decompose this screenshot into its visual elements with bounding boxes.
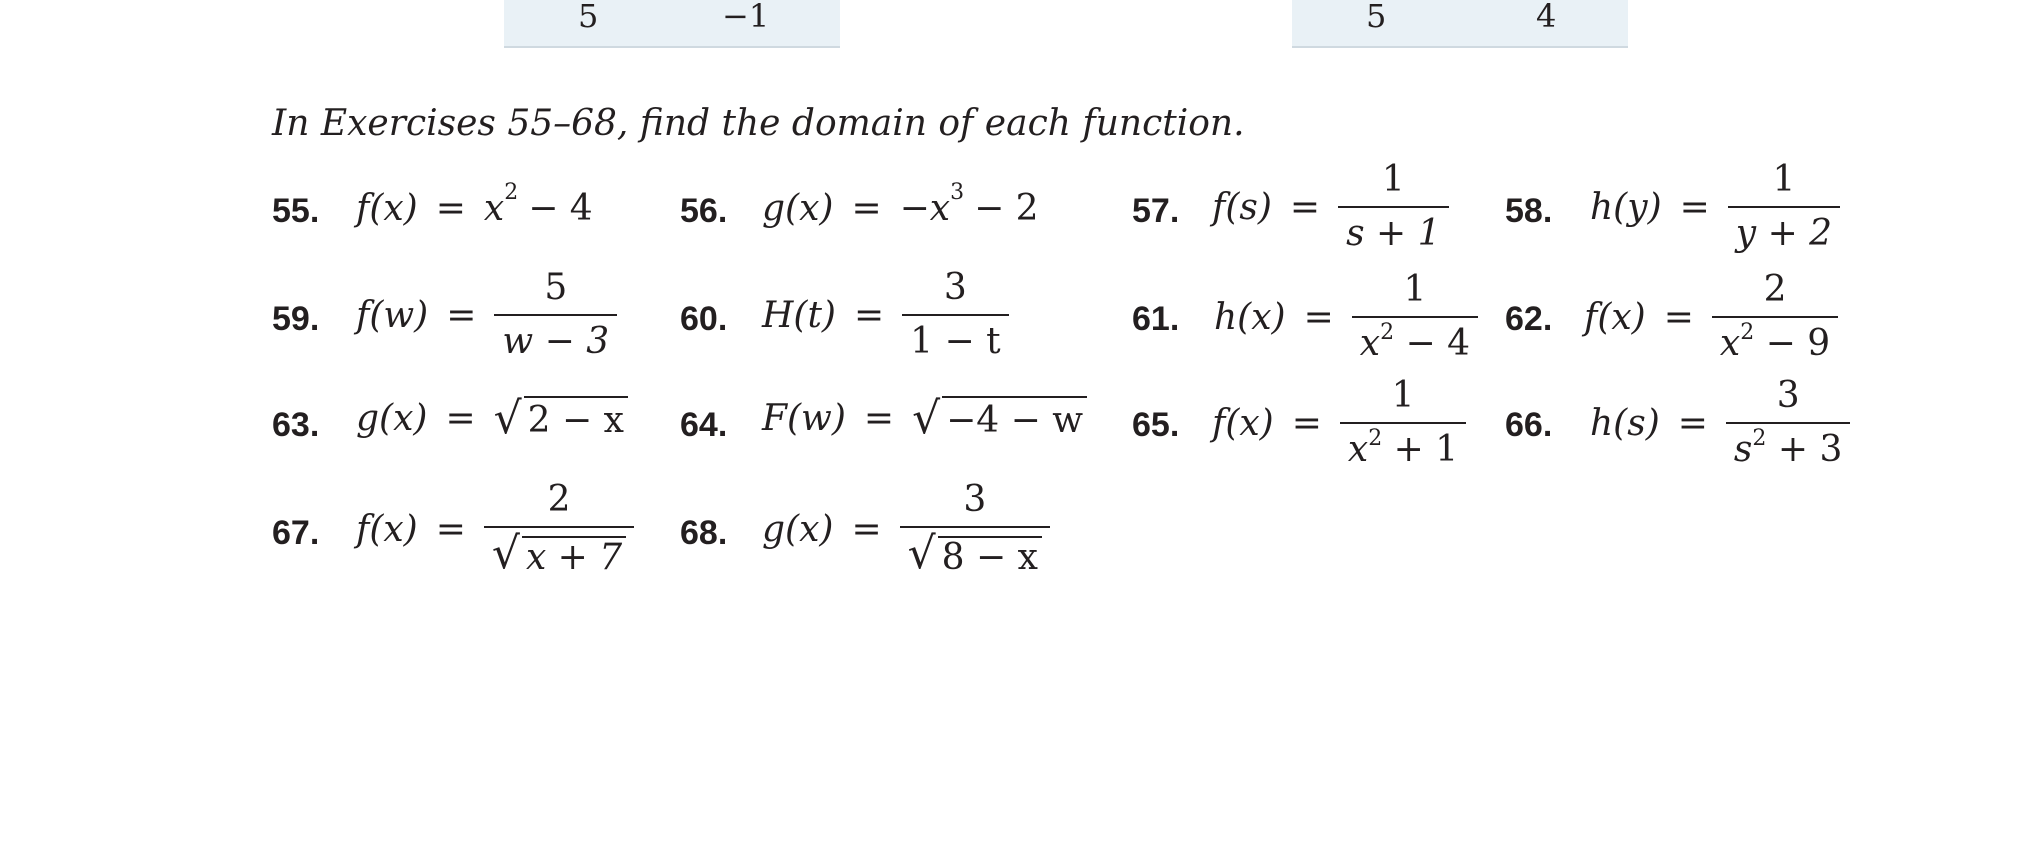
exercise-number: 59. xyxy=(272,300,320,338)
equals-sign: = xyxy=(863,398,895,439)
exercise-67-equation xyxy=(356,479,634,579)
equals-sign: = xyxy=(435,188,466,229)
term: − 2 xyxy=(974,188,1039,229)
table-cell: −1 xyxy=(722,0,770,35)
numerator: 1 xyxy=(1391,375,1415,416)
denominator xyxy=(1340,422,1466,468)
denominator xyxy=(900,526,1050,579)
numerator: 1 xyxy=(1772,159,1796,200)
exercise-number: 63. xyxy=(272,406,320,444)
term: − 4 xyxy=(1405,323,1471,364)
table-fragment-left xyxy=(504,0,840,48)
exercise-number: 61. xyxy=(1132,300,1180,338)
table-fragment-right xyxy=(1292,0,1628,48)
radical-icon: √ xyxy=(493,393,522,444)
exponent: 2 xyxy=(1368,426,1383,451)
exercise-number: 58. xyxy=(1505,192,1553,230)
denominator xyxy=(484,526,634,579)
term: − 4 xyxy=(528,188,593,229)
fraction xyxy=(1338,159,1448,254)
function-name: g(x) xyxy=(356,398,428,439)
term: s xyxy=(1733,429,1753,470)
fraction xyxy=(1728,159,1840,254)
equals-sign: = xyxy=(851,508,882,550)
term: − 9 xyxy=(1765,323,1831,364)
exercise-number: 55. xyxy=(272,192,320,230)
square-root xyxy=(907,528,1042,579)
denominator: w − 3 xyxy=(494,314,617,360)
radicand: −4 − w xyxy=(942,396,1087,441)
term: x xyxy=(1719,323,1741,364)
exponent: 3 xyxy=(950,180,965,205)
exercise-number: 56. xyxy=(680,192,728,230)
radical-icon: √ xyxy=(491,528,520,579)
square-root xyxy=(912,393,1087,444)
fraction xyxy=(1712,269,1838,364)
denominator: y + 2 xyxy=(1728,206,1840,252)
denominator xyxy=(1712,316,1838,362)
exercise-63-equation xyxy=(356,393,628,444)
exponent: 2 xyxy=(1740,320,1755,345)
function-name: h(x) xyxy=(1214,296,1286,338)
exercise-number: 66. xyxy=(1505,406,1553,444)
numerator: 1 xyxy=(1403,269,1427,310)
fraction xyxy=(1726,375,1850,470)
exercise-64-equation xyxy=(762,393,1087,444)
exercise-57-equation xyxy=(1212,159,1449,254)
fraction xyxy=(1340,375,1466,470)
radical-icon: √ xyxy=(907,528,936,579)
equals-sign: = xyxy=(1677,402,1708,444)
exercise-number: 57. xyxy=(1132,192,1180,230)
numerator: 3 xyxy=(1776,375,1800,416)
exercise-65-equation xyxy=(1212,375,1466,470)
fraction xyxy=(902,267,1008,362)
equals-sign: = xyxy=(445,398,476,439)
function-name: H(t) xyxy=(762,294,836,336)
equals-sign: = xyxy=(446,294,477,336)
denominator xyxy=(1352,316,1478,362)
exponent: 2 xyxy=(1380,320,1395,345)
denominator xyxy=(1726,422,1850,468)
exponent: 2 xyxy=(504,180,519,205)
numerator: 3 xyxy=(943,267,967,308)
term: −x xyxy=(899,188,951,229)
denominator: 1 − t xyxy=(902,314,1008,360)
table-cell: 5 xyxy=(578,0,599,35)
exercise-60-equation xyxy=(762,267,1009,362)
equals-sign: = xyxy=(435,508,466,550)
fraction xyxy=(484,479,634,579)
fraction xyxy=(494,267,617,362)
numerator: 3 xyxy=(963,479,987,520)
exercise-number: 62. xyxy=(1505,300,1553,338)
exercise-61-equation xyxy=(1214,269,1478,364)
radical-icon: √ xyxy=(912,393,941,444)
numerator: 2 xyxy=(547,479,571,520)
term: x xyxy=(1347,429,1369,470)
table-cell: 5 xyxy=(1366,0,1387,35)
exercise-58-equation xyxy=(1590,159,1840,254)
exercise-number: 68. xyxy=(680,514,728,552)
equals-sign: = xyxy=(1291,402,1322,444)
exercise-number: 64. xyxy=(680,406,728,444)
equals-sign: = xyxy=(853,294,885,336)
equals-sign: = xyxy=(1663,296,1694,338)
function-name: g(x) xyxy=(762,508,834,550)
exercise-55-equation xyxy=(356,180,593,229)
exponent: 2 xyxy=(1752,426,1767,451)
fraction xyxy=(1352,269,1478,364)
exercise-66-equation xyxy=(1590,375,1850,470)
function-name: f(x) xyxy=(356,508,418,550)
function-name: f(x) xyxy=(1212,402,1274,444)
function-name: f(w) xyxy=(356,294,429,336)
exercise-56-equation xyxy=(762,180,1039,229)
table-cell: 4 xyxy=(1536,0,1557,35)
exercise-68-equation xyxy=(762,479,1050,579)
function-name: g(x) xyxy=(762,188,834,229)
equals-sign: = xyxy=(851,188,882,229)
equals-sign: = xyxy=(1303,296,1334,338)
exercise-62-equation xyxy=(1584,269,1838,364)
denominator: s + 1 xyxy=(1338,206,1448,252)
function-name: f(s) xyxy=(1212,186,1272,228)
exercise-number: 65. xyxy=(1132,406,1180,444)
function-name: f(x) xyxy=(356,188,418,229)
numerator: 2 xyxy=(1763,269,1787,310)
numerator: 5 xyxy=(544,267,568,308)
term: + 1 xyxy=(1393,429,1459,470)
exercise-59-equation xyxy=(356,267,617,362)
square-root xyxy=(493,393,628,444)
function-name: F(w) xyxy=(762,398,846,439)
exercise-number: 60. xyxy=(680,300,728,338)
function-name: h(s) xyxy=(1590,402,1660,444)
function-name: f(x) xyxy=(1584,296,1646,338)
exercise-number: 67. xyxy=(272,514,320,552)
equals-sign: = xyxy=(1679,186,1710,228)
radicand: x + 7 xyxy=(522,536,626,576)
term: + 3 xyxy=(1777,429,1843,470)
term: x xyxy=(1359,323,1381,364)
exercise-instructions: In Exercises 55–68, find the domain of each function. xyxy=(272,103,1245,144)
function-name: h(y) xyxy=(1590,186,1662,228)
term: x xyxy=(483,188,505,229)
numerator: 1 xyxy=(1381,159,1405,200)
radicand: 8 − x xyxy=(938,536,1042,576)
square-root xyxy=(491,528,626,579)
equals-sign: = xyxy=(1289,186,1321,228)
radicand: 2 − x xyxy=(524,396,628,441)
fraction xyxy=(900,479,1050,579)
